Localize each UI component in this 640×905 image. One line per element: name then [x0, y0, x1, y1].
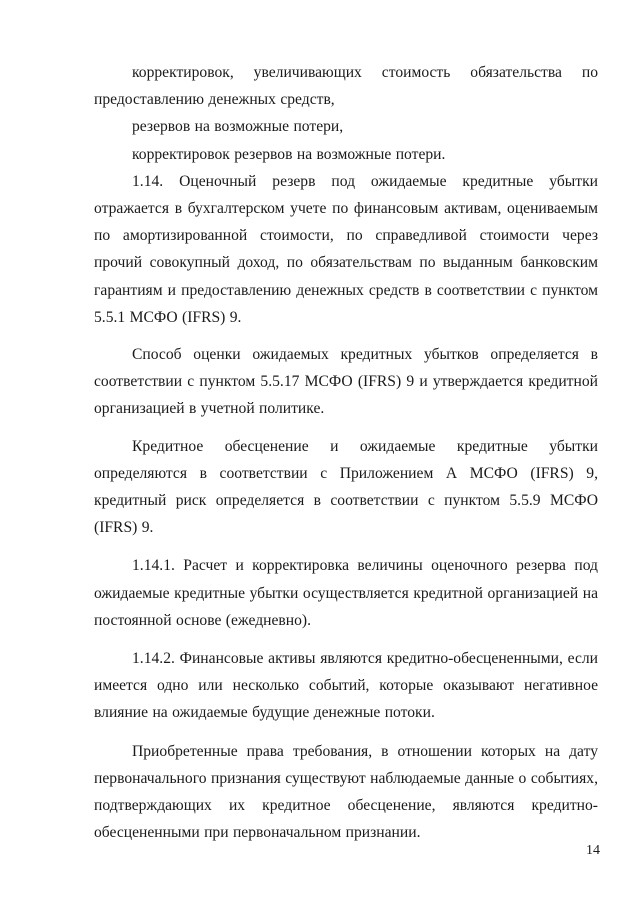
- paragraph-1-14-1: 1.14.1. Расчет и корректировка величины оценочного резерва под ожидаемые кредитные убытки осуществляется кредитной организацией на постоянной основе (ежедневно).: [94, 557, 598, 629]
- document-body: [94, 59, 598, 846]
- paragraph-1-14-2: 1.14.2. Финансовые активы являются кредитно-обесцененными, если имеется одно или несколько событий, которые оказывают негативное влияние на ожидаемые будущие денежные потоки.: [94, 650, 598, 722]
- paragraph-provisions: резервов на возможные потери,: [132, 118, 344, 136]
- paragraph-adjustments-increasing: корректировок, увеличивающих стоимость обязательства по предоставлению денежных средств,: [94, 64, 598, 109]
- page-number: 14: [586, 843, 600, 858]
- paragraph-ecl-method: Способ оценки ожидаемых кредитных убытков определяется в соответствии с пунктом 5.5.17 МСФО (IFRS) 9 и утверждается кредитной организацией в учетной политике.: [94, 346, 598, 418]
- paragraph-purchased-claims: Приобретенные права требования, в отношении которых на дату первоначального признания существуют наблюдаемые данные о событиях, подтверждающих их кредитное обесценение, являются кредитно-обесцененными при первоначальном признании.: [94, 742, 598, 842]
- paragraph-1-14: 1.14. Оценочный резерв под ожидаемые кредитные убытки отражается в бухгалтерском учете по финансовым активам, оцениваемым по амортизированной стоимости, по справедливой стоимости через прочий совокупный доход, по обязательствам по выданным банковским гарантиям и предоставлению денежных средств в соответствии с пунктом 5.5.1 МСФО (IFRS) 9.: [94, 172, 598, 326]
- paragraph-credit-impairment: Кредитное обесценение и ожидаемые кредитные убытки определяются в соответствии с Приложением А МСФО (IFRS) 9, кредитный риск определяется в соответствии с пунктом 5.5.9 МСФО (IFRS) 9.: [94, 437, 598, 537]
- paragraph-provision-adjustments: корректировок резервов на возможные потери.: [132, 145, 446, 163]
